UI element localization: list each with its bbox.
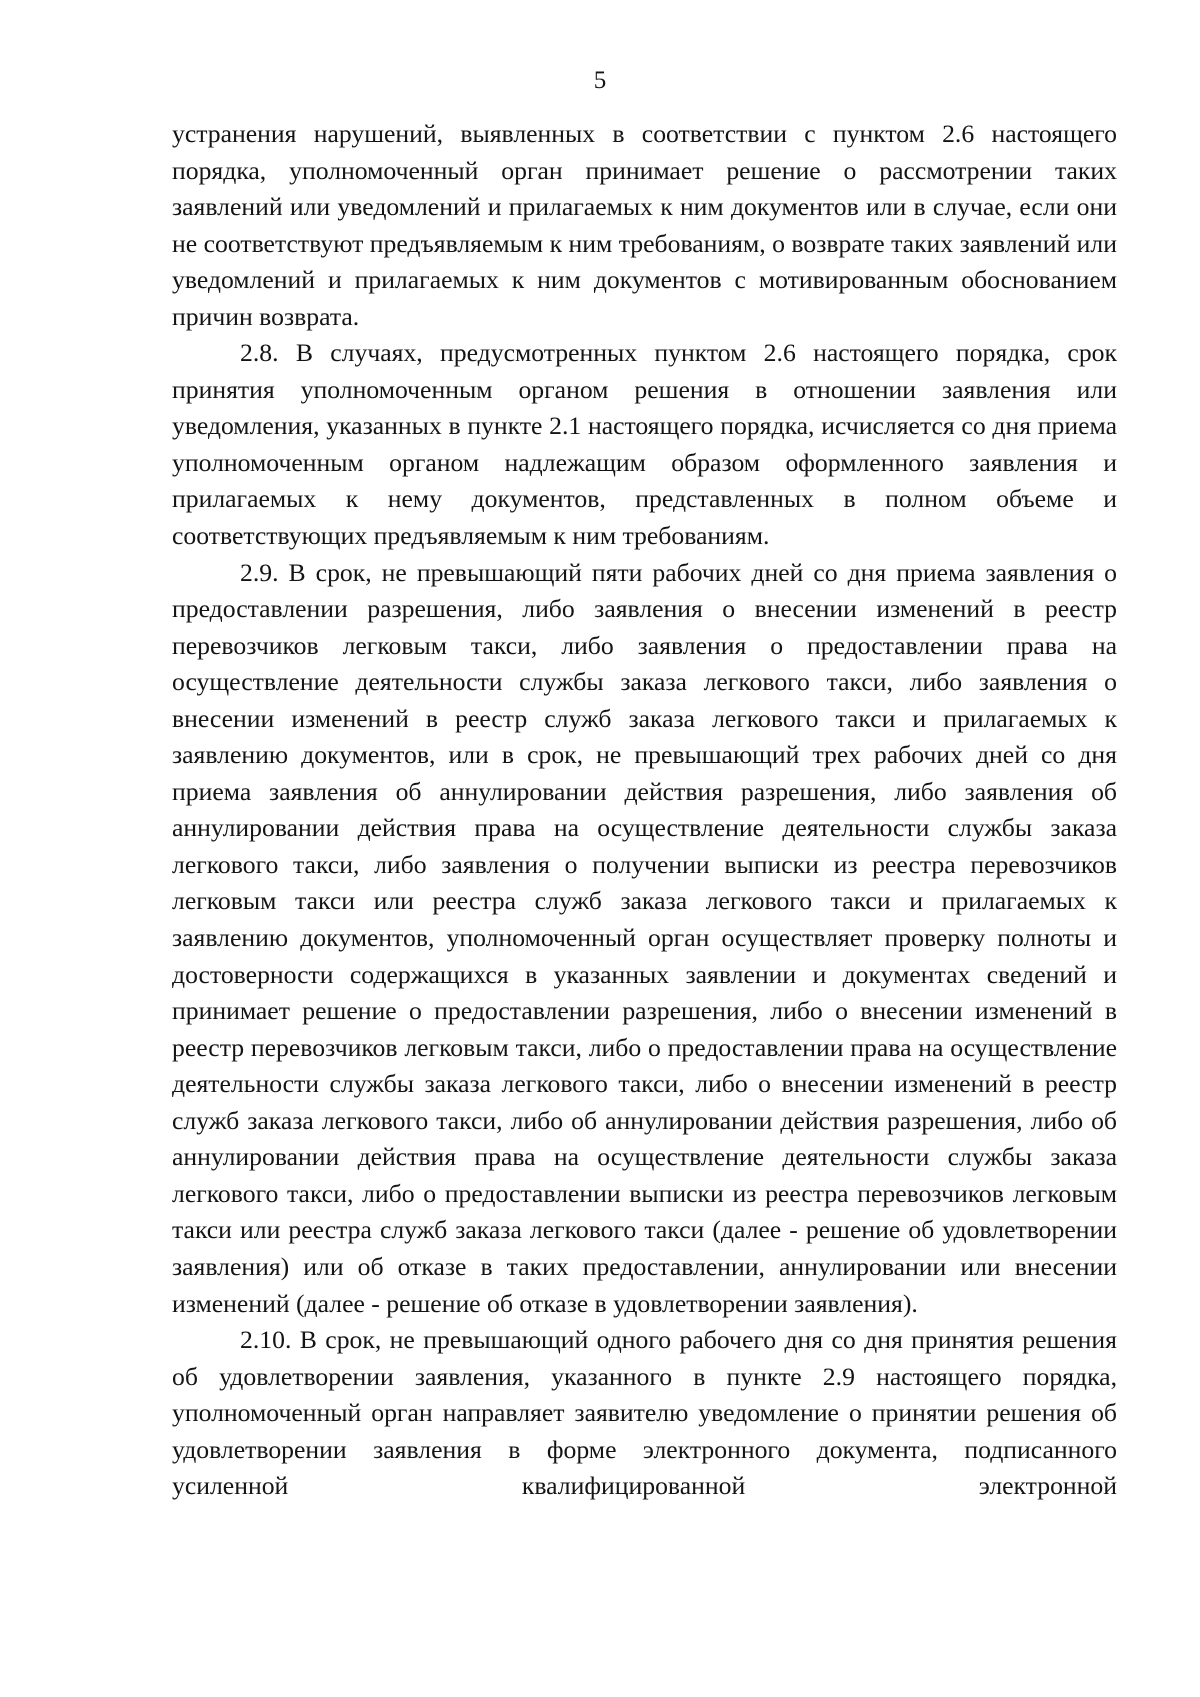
paragraph-continuation: устранения нарушений, выявленных в соответствии с пунктом 2.6 настоящего порядка, уполномоченный орган принимает решение о рассмотрении таких заявлений или уведомлений и прилагаемых к ним документов или в случае, если они не соответствуют предъявляемым к ним требованиям, о возврате таких заявлений или уведомлений и прилагаемых к ним документов с мотивированным обоснованием причин возврата. [172,119,1117,331]
document-body [172,116,1117,1505]
paragraph-2-10: 2.10. В срок, не превышающий одного рабочего дня со дня принятия решения об удовлетворении заявления, указанного в пункте 2.9 настоящего порядка, уполномоченный орган направляет заявителю уведомление о принятии решения об удовлетворении заявления в форме электронного документа, подписанного усиленной квалифицированной электронной [172,1325,1117,1501]
paragraph-2-9: 2.9. В срок, не превышающий пяти рабочих дней со дня приема заявления о предоставлении разрешения, либо заявления о внесении изменений в реестр перевозчиков легковым такси, либо заявления о предоставлении права на осуществление деятельности службы заказа легкового такси, либо заявления о внесении изменений в реестр служб заказа легкового такси и прилагаемых к заявлению документов, или в срок, не превышающий трех рабочих дней со дня приема заявления об аннулировании действия разрешения, либо заявления об аннулировании действия права на осуществление деятельности службы заказа легкового такси, либо заявления о получении выписки из реестра перевозчиков легковым такси или реестра служб заказа легкового такси и прилагаемых к заявлению документов, уполномоченный орган осуществляет проверку полноты и достоверности содержащихся в указанных заявлении и документах сведений и принимает решение о предоставлении разрешения, либо о внесении изменений в реестр перевозчиков легковым такси, либо о предоставлении права на осуществление деятельности службы заказа легкового такси, либо о внесении изменений в реестр служб заказа легкового такси, либо об аннулировании действия разрешения, либо об аннулировании действия права на осуществление деятельности службы заказа легкового такси, либо о предоставлении выписки из реестра перевозчиков легковым такси или реестра служб заказа легкового такси (далее - решение об удовлетворении заявления) или об отказе в таких предоставлении, аннулировании или внесении изменений (далее - решение об отказе в удовлетворении заявления). [172,557,1117,1318]
page-number: 5 [593,67,607,94]
paragraph-2-8: 2.8. В случаях, предусмотренных пунктом 2.6 настоящего порядка, срок принятия уполномоченным органом решения в отношении заявления или уведомления, указанных в пункте 2.1 настоящего порядка, исчисляется со дня приема уполномоченным органом надлежащим образом оформленного заявления и прилагаемых к нему документов, представленных в полном объеме и соответствующих предъявляемым к ним требованиям. [172,338,1117,551]
